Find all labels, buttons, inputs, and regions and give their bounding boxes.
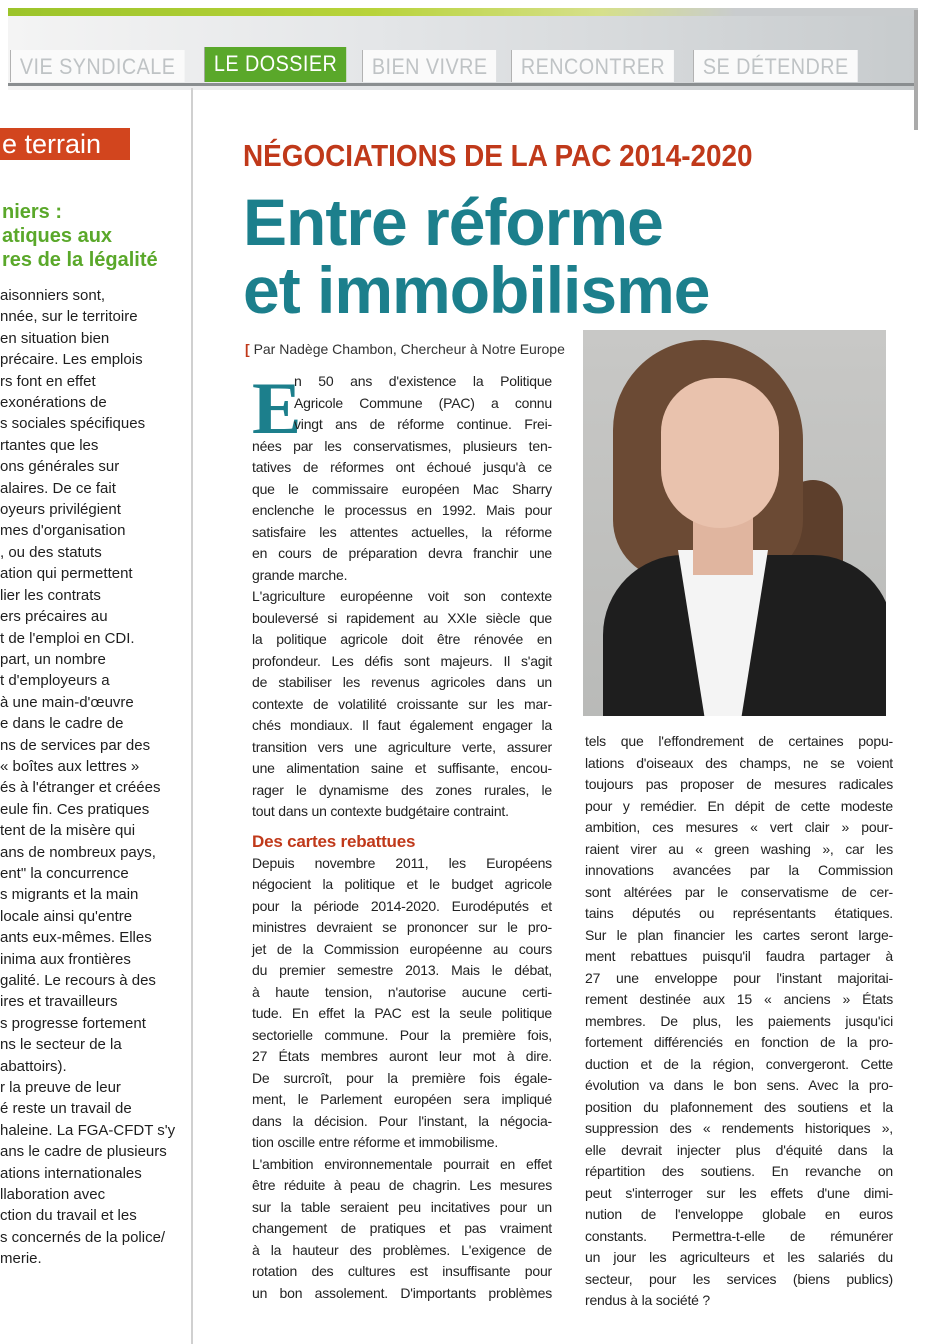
text-line: nnée, sur le territoire — [0, 308, 138, 326]
text-line: abattoirs). — [0, 1057, 67, 1075]
text-line: de stabiliser les revenus agricoles dans un — [252, 674, 552, 690]
text-line: en situation bien — [0, 329, 110, 347]
text-line: ns de services par des — [0, 736, 151, 754]
text-line: rs font en effet — [0, 372, 96, 390]
text-line: grande marche. — [252, 566, 348, 583]
text-line: toujours pas proposer de mesures radicales — [585, 776, 893, 792]
text-line: une alimentation saine et suffisante, encou- — [252, 760, 552, 776]
sidebar-heading-line: niers : — [2, 201, 63, 223]
text-line: sur la table seraient peu incitatives pour un — [252, 1198, 552, 1215]
text-line: exonérations de — [0, 394, 107, 412]
text-line: ment rebattues puisqu'il faudra partager à — [585, 948, 893, 964]
text-line: contexte de volatilité croissante sur les mar- — [252, 695, 552, 712]
page-edge — [914, 10, 918, 130]
text-line: tains députés ou représentants étatiques. — [585, 905, 893, 921]
text-line: t de l'emploi en CDI. — [0, 629, 135, 647]
text-line: tion oscille entre réforme et immobilisme. — [252, 1134, 499, 1150]
section-badge: e terrain — [0, 128, 130, 160]
byline — [245, 341, 565, 357]
text-line: locale ainsi qu'entre — [0, 907, 133, 925]
text-line: , ou des statuts — [0, 543, 102, 561]
text-line: jet de la Commission européenne au cours — [252, 940, 552, 957]
tab-bien-vivre[interactable]: BIEN VIVRE — [362, 50, 497, 82]
text-line: membres. De plus, les paiements jusqu'ici — [585, 1012, 893, 1029]
sidebar-heading-line: atiques aux — [2, 225, 113, 247]
text-line: part, un nombre — [0, 650, 106, 668]
tab-rencontrer[interactable]: RENCONTRER — [511, 50, 674, 82]
text-line: « boîtes aux lettres » — [0, 757, 140, 775]
text-line: raient virer au « green washing », car les — [585, 840, 893, 857]
text-line: haleine. La FGA-CFDT s'y — [0, 1121, 176, 1139]
text-line: ers précaires au — [0, 608, 108, 626]
text-line: évolution va dans le bon sens. Avec la pro- — [585, 1077, 893, 1093]
text-line: oyeurs privilégient — [0, 501, 121, 519]
text-line: tent de la misère qui — [0, 822, 136, 840]
tab-le-dossier[interactable]: LE DOSSIER — [204, 47, 346, 82]
text-line: rendus à la société ? — [585, 1292, 710, 1308]
text-line: s sociales spécifiques — [0, 415, 146, 433]
text-line: nées par les conservatismes, plusieurs ten- — [252, 437, 552, 454]
text-line: inima aux frontières — [0, 950, 131, 968]
text-line: ires et travailleurs — [0, 993, 118, 1011]
text-line: à haute tension, n'autorise aucune certi- — [252, 983, 552, 1000]
text-line: transition vers une agriculture verte, assurer — [252, 738, 552, 755]
text-line: llaboration avec — [0, 1186, 106, 1204]
text-line: s concernés de la police/ — [0, 1228, 166, 1246]
text-line: précaire. Les emplois — [0, 351, 143, 369]
text-line: ns le secteur de la — [0, 1036, 122, 1054]
text-line: r la preuve de leur — [0, 1079, 121, 1097]
text-line: és à l'étranger et créées — [0, 779, 161, 797]
text-line: Depuis novembre 2011, les Européens — [252, 854, 552, 871]
text-line: s progresse fortement — [0, 1014, 146, 1032]
text-line: rager le dynamisme des zones rurales, le — [252, 781, 552, 798]
article-column-1 — [252, 368, 552, 1304]
text-line: ations internationales — [0, 1164, 142, 1182]
text-line: Sur le plan financier les cartes seront large- — [585, 926, 893, 943]
column-divider — [191, 88, 193, 1344]
text-line: duction et de la région, convergeront. Cette — [585, 1055, 893, 1072]
text-line: galité. Le recours à des — [0, 972, 156, 989]
text-line: ction du travail et les — [0, 1207, 137, 1225]
text-line: tatives de réformes ont échoué jusqu'à ce — [252, 459, 552, 475]
text-line: ants eux-mêmes. Elles — [0, 929, 152, 947]
text-line: s migrants et la main — [0, 886, 139, 904]
text-line: ation qui permettent — [0, 565, 133, 583]
text-line: profondeur. Les défis sont majeurs. Il s'agit — [252, 652, 552, 669]
text-line: aisonniers sont, — [0, 287, 106, 304]
sidebar-heading — [2, 200, 158, 272]
text-line: être réduite à peau de chagrin. Les mesures — [252, 1177, 552, 1193]
sidebar-heading-line: res de la légalité — [2, 249, 158, 271]
tab-underline — [8, 83, 914, 86]
header-accent-line — [8, 8, 918, 16]
text-line: Agricole Commune (PAC) a connu — [294, 394, 552, 411]
text-line: 27 une enveloppe pour l'instant majoritai- — [585, 969, 893, 986]
article-column-3 — [585, 731, 893, 1312]
text-line: négocient la politique et le budget agricole — [252, 876, 552, 892]
text-line: nution de l'enveloppe globale en euros — [585, 1206, 893, 1222]
title-line: Entre réforme — [243, 185, 663, 259]
text-line: ment, le Parlement européen sera impliqué — [252, 1091, 552, 1107]
text-line: position du plafonnement des soutiens et la — [585, 1098, 893, 1115]
text-line: eule fin. Ces pratiques — [0, 800, 150, 818]
text-line: bouleversé si rapidement au XXIe siècle que — [252, 609, 552, 626]
text-line: peut s'interroger sur les effets d'une dimi- — [585, 1184, 893, 1201]
text-line: fortement différenciés en fonction de la pro- — [585, 1034, 893, 1050]
byline-text: Par Nadège Chambon, Chercheur à Notre Europe — [253, 341, 565, 357]
text-line: 27 États membres auront leur mot à dire. — [252, 1048, 552, 1064]
text-line: ambition, ces mesures « vert clair » pour- — [585, 819, 893, 835]
text-line: changement de pratiques et pas vraiment — [252, 1220, 552, 1236]
author-photo — [583, 330, 886, 716]
text-line: t d'employeurs a — [0, 672, 110, 690]
text-line: satisfaire les attentes actuelles, la réforme — [252, 523, 552, 540]
text-line: merie. — [0, 1250, 42, 1268]
text-line: ons générales sur — [0, 458, 120, 476]
text-line: pour la période 2014-2020. Eurodéputés et — [252, 897, 552, 914]
text-line: rement destinée aux 15 « anciens » États — [585, 991, 893, 1007]
title-line: et immobilisme — [243, 253, 710, 327]
text-line: à la hauteur des problèmes. L'exigence de — [252, 1241, 552, 1258]
text-line: dans la décision. Pour l'instant, la négocia- — [252, 1112, 552, 1129]
text-line: vingt ans de réforme continue. Frei- — [294, 416, 552, 432]
text-line: elle devrait injecter plus d'équité dans la — [585, 1141, 893, 1158]
text-line: mes d'organisation — [0, 522, 126, 540]
text-line: é reste un travail de — [0, 1100, 132, 1118]
text-line: ent" la concurrence — [0, 864, 129, 882]
text-line: rtantes que les — [0, 436, 99, 454]
text-line: sectorielle commune. Pour la première fois, — [252, 1026, 552, 1043]
text-line: lier les contrats — [0, 586, 101, 604]
article-kicker: NÉGOCIATIONS DE LA PAC 2014-2020 — [243, 138, 753, 173]
drop-cap: E — [252, 368, 302, 450]
tab-vie-syndicale[interactable]: VIE SYNDICALE — [10, 50, 184, 82]
text-line: répartition des soutiens. En revanche on — [585, 1163, 893, 1179]
text-line: ans le cadre de plusieurs — [0, 1143, 167, 1161]
text-line: à une main-d'œuvre — [0, 693, 134, 711]
text-line: suppression des « rendements historiques », — [585, 1120, 893, 1136]
section-tabs — [10, 46, 876, 82]
tab-se-detendre[interactable]: SE DÉTENDRE — [693, 50, 858, 82]
text-line: rotation des cultures est insuffisante pour — [252, 1263, 552, 1279]
text-line: tels que l'effondrement de certaines popu- — [585, 733, 893, 749]
byline-mark: [ — [245, 341, 250, 357]
text-line: la politique agricole doit être rénovée en — [252, 631, 552, 647]
text-line: innovations avancées par la Commission — [585, 862, 893, 878]
text-line: tude. En effet la PAC est la seule politique — [252, 1005, 552, 1021]
text-line: ministres devraient se prononcer sur le pro- — [252, 919, 552, 935]
text-line: De surcroît, pour la première fois égale- — [252, 1069, 552, 1086]
text-line: e dans le cadre de — [0, 715, 124, 733]
text-line: alaires. De ce fait — [0, 479, 116, 497]
text-line: chés mondiaux. Il faut également engager la — [252, 717, 552, 733]
text-line: lations d'oiseaux des champs, ne se voient — [585, 754, 893, 771]
text-line: L'ambition environnementale pourrait en effet — [252, 1155, 552, 1172]
sidebar-article-text — [0, 285, 190, 1270]
text-line: pour y remédier. En dépit de cette modeste — [585, 797, 893, 814]
text-line: constants. Permettra-t-elle de rémunérer — [585, 1227, 893, 1244]
text-line: en cours de préparation devra franchir une — [252, 545, 552, 561]
text-line: secteur, pour les services (biens publics) — [585, 1270, 893, 1287]
text-line: un bon assolement. D'importants problèmes — [252, 1284, 552, 1301]
text-line: un jour les agriculteurs et les salariés du — [585, 1249, 893, 1265]
photo-face — [661, 378, 779, 528]
text-line: ans de nombreux pays, — [0, 843, 156, 861]
article-title — [243, 185, 710, 327]
text-line: tout dans un contexte budgétaire contraint. — [252, 803, 509, 819]
section-subheading: Des cartes rebattues — [252, 831, 416, 851]
text-line: du premier semestre 2013. Mais le débat, — [252, 962, 552, 978]
text-line: sont altérées par le conservatisme de cer- — [585, 883, 893, 900]
text-line: enclenche le processus en 1992. Mais pour — [252, 502, 552, 518]
text-line: que le commissaire européen Mac Sharry — [252, 480, 552, 497]
text-line: L'agriculture européenne voit son contexte — [252, 588, 552, 604]
text-line: n 50 ans d'existence la Politique — [294, 373, 552, 389]
